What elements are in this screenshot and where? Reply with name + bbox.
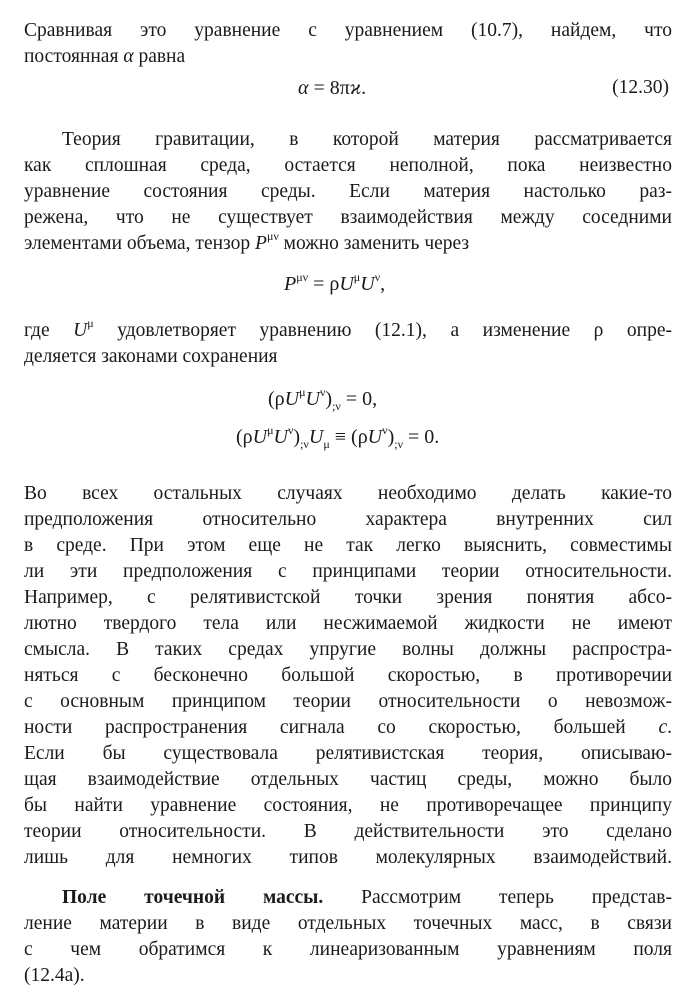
text-line: Сравнивая это уравнение с уравнением (10.7), найдем, что xyxy=(24,20,672,41)
text-line: с основным принципом теории относительности о невозмож- xyxy=(24,691,672,712)
text-line: уравнение состояния среды. Если материя настолько раз- xyxy=(24,181,672,202)
text-line: Например, с релятивистской точки зрения понятия абсо- xyxy=(24,587,672,608)
text-line: теории относительности. В действительности это сделано xyxy=(24,821,672,842)
text-line: Если бы существовала релятивистская теория, описываю- xyxy=(24,743,672,764)
text-line: предположения относительно характера внутренних сил xyxy=(24,509,672,530)
text-line: няться с бесконечно большой скоростью, в противоречии xyxy=(24,665,672,686)
text-line: с чем обратимся к линеаризованным уравнениям поля xyxy=(24,939,672,960)
text-line: ление материи в виде отдельных точечных масс, в связи xyxy=(24,913,672,934)
equation-12-30: α = 8πϰ. xyxy=(298,77,367,99)
text-line: режена, что не существует взаимодействия между соседними xyxy=(24,207,672,228)
text-line xyxy=(24,44,672,70)
section-heading: Поле точечной массы. xyxy=(62,887,324,908)
equation-conservation-2: $(\rho U^\mu U^\nu)_{;\nu}U_\mu \equiv (\rho U^\nu)_{;\nu} = 0$. xyxy=(236,423,440,451)
text-fragment: равна xyxy=(133,46,186,67)
alpha-symbol: α xyxy=(123,46,134,67)
text-line: лишь для немногих типов молекулярных взаимодействий. xyxy=(24,847,672,868)
equation-conservation-1: $(\rho U^\mu U^\nu)_{;\nu} = 0$, xyxy=(268,385,378,413)
text-line: щая взаимодействие отдельных частиц среды, можно было xyxy=(24,769,672,790)
text-line: в среде. При этом еще не так легко выяснить, совместимы xyxy=(24,535,672,556)
text-line: деляется законами сохранения xyxy=(24,346,278,367)
text-fragment: постоянная xyxy=(24,46,124,67)
text-line: элементами объема, тензор $P^{\mu\nu}$ можно заменить через xyxy=(24,231,470,254)
text-line: где $U^\mu$ удовлетворяет уравнению (12.1), а изменение ρ опре- xyxy=(24,318,672,341)
text-fragment: Рассмотрим теперь представ- xyxy=(361,887,672,908)
text-line xyxy=(62,885,672,911)
equation-tensor: $P^{\mu\nu} = \rho U^\mu U^\nu$, xyxy=(284,270,386,295)
text-line: лютно твердого тела или несжимаемой жидкости не имеют xyxy=(24,613,672,634)
text-line: Теория гравитации, в которой материя рассматривается xyxy=(62,129,672,150)
text-line: смысла. В таких средах упругие волны должны распростра- xyxy=(24,639,672,660)
text-line: ли эти предположения с принципами теории относительности. xyxy=(24,561,672,582)
text-line: как сплошная среда, остается неполной, пока неизвестно xyxy=(24,155,672,176)
equation-number: (12.30) xyxy=(612,77,669,98)
text-line: бы найти уравнение состояния, не противоречащее принципу xyxy=(24,795,672,816)
text-line: Во всех остальных случаях необходимо делать какие-то xyxy=(24,483,672,504)
text-line: ности распространения сигнала со скоростью, большей c. xyxy=(24,717,672,738)
text-line: (12.4а). xyxy=(24,965,85,986)
